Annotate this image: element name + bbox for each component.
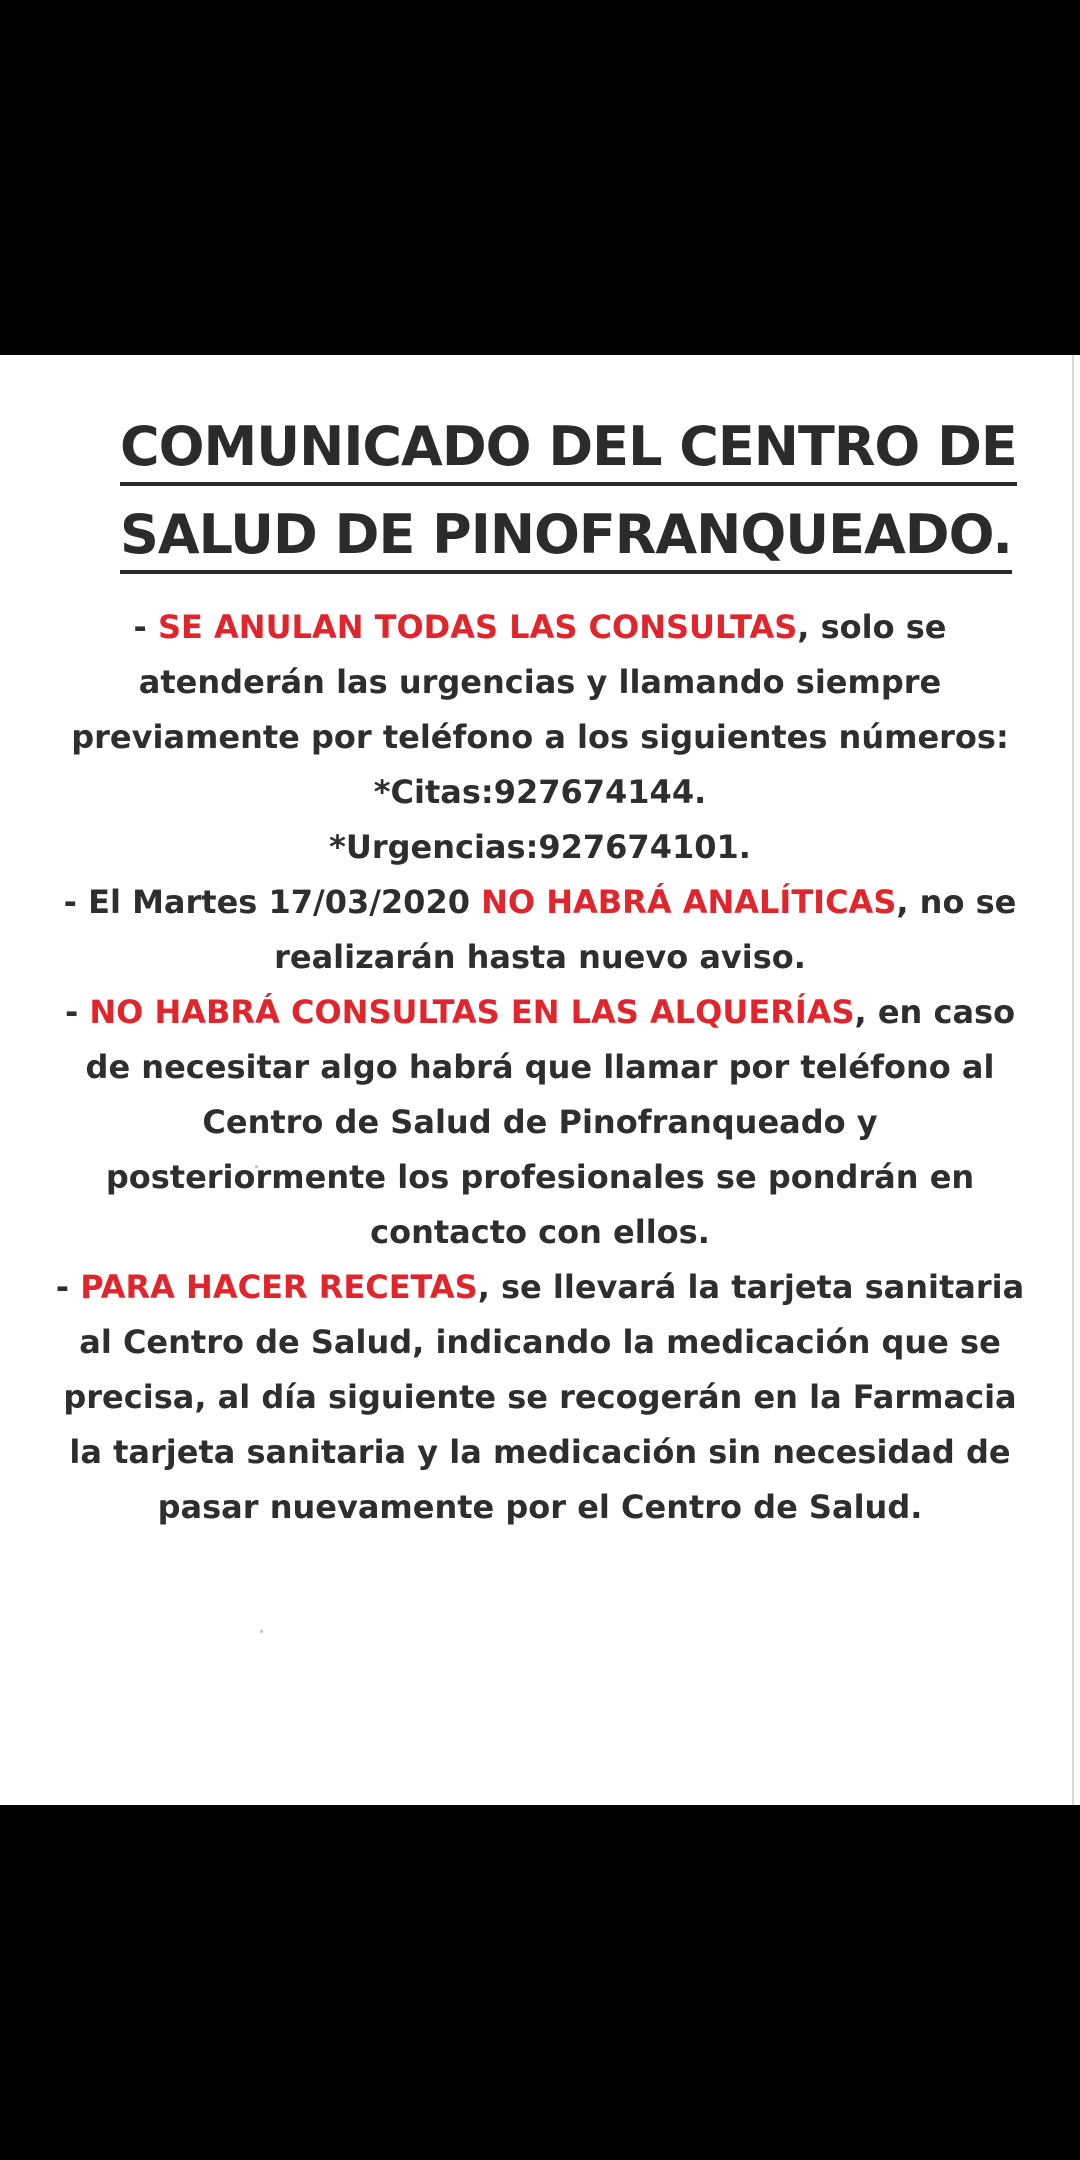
item2-line-1: [0, 883, 1080, 921]
item3-line-5: contacto con ellos.: [370, 1213, 710, 1251]
title-text-1: COMUNICADO DEL CENTRO DE: [120, 415, 1017, 486]
item4-rest: , se llevará la tarjeta sanitaria: [477, 1268, 1025, 1306]
item3-line-4: posteriormente los profesionales se pondrán en: [105, 1158, 975, 1196]
item3-dash: -: [64, 993, 79, 1031]
item4-line-3: precisa, al día siguiente se recogerán en la Farmacia: [63, 1378, 1017, 1416]
title-text-2: SALUD DE PINOFRANQUEADO.: [120, 503, 1012, 574]
paper-speck: [260, 1630, 263, 1633]
item3-rest: , en caso: [854, 993, 1016, 1031]
item1-line-2: atenderán las urgencias y llamando siempre: [138, 663, 942, 701]
item4-line-4: la tarjeta sanitaria y la medicación sin necesidad de: [69, 1433, 1011, 1471]
item3-highlight: NO HABRÁ CONSULTAS EN LAS ALQUERÍAS: [89, 993, 855, 1031]
citas-phone: *Citas:927674144.: [373, 773, 707, 811]
urgencias-phone: *Urgencias:927674101.: [329, 828, 751, 866]
item1-line-1: [0, 608, 1080, 646]
item1-dash: -: [133, 608, 147, 646]
item2-dash: -: [63, 883, 77, 921]
notice-title-line-2: [120, 503, 1012, 574]
item1-highlight: SE ANULAN TODAS LAS CONSULTAS: [157, 608, 798, 646]
item4-line-5: pasar nuevamente por el Centro de Salud.: [157, 1488, 923, 1526]
item4-line-1: [0, 1268, 1080, 1306]
item4-line-2: al Centro de Salud, indicando la medicación que se: [79, 1323, 1001, 1361]
item2-prefix: El Martes 17/03/2020: [88, 883, 482, 921]
item3-line-3: Centro de Salud de Pinofranqueado y: [202, 1103, 878, 1141]
item4-dash: -: [55, 1268, 70, 1306]
item1-line-3: previamente por teléfono a los siguientes números:: [71, 718, 1009, 756]
item3-line-2: de necesitar algo habrá que llamar por teléfono al: [85, 1048, 995, 1086]
top-black-band: [0, 0, 1080, 355]
bottom-black-band: [0, 1805, 1080, 2160]
item1-rest: , solo se: [797, 608, 947, 646]
notice-title-line-1: [120, 415, 1017, 486]
item2-rest: , no se: [896, 883, 1017, 921]
notice-paper: [0, 355, 1080, 1805]
item2-line-2: realizarán hasta nuevo aviso.: [274, 938, 806, 976]
item3-line-1: [0, 993, 1080, 1031]
item2-highlight: NO HABRÁ ANALÍTICAS: [481, 883, 897, 921]
item4-highlight: PARA HACER RECETAS: [80, 1268, 478, 1306]
